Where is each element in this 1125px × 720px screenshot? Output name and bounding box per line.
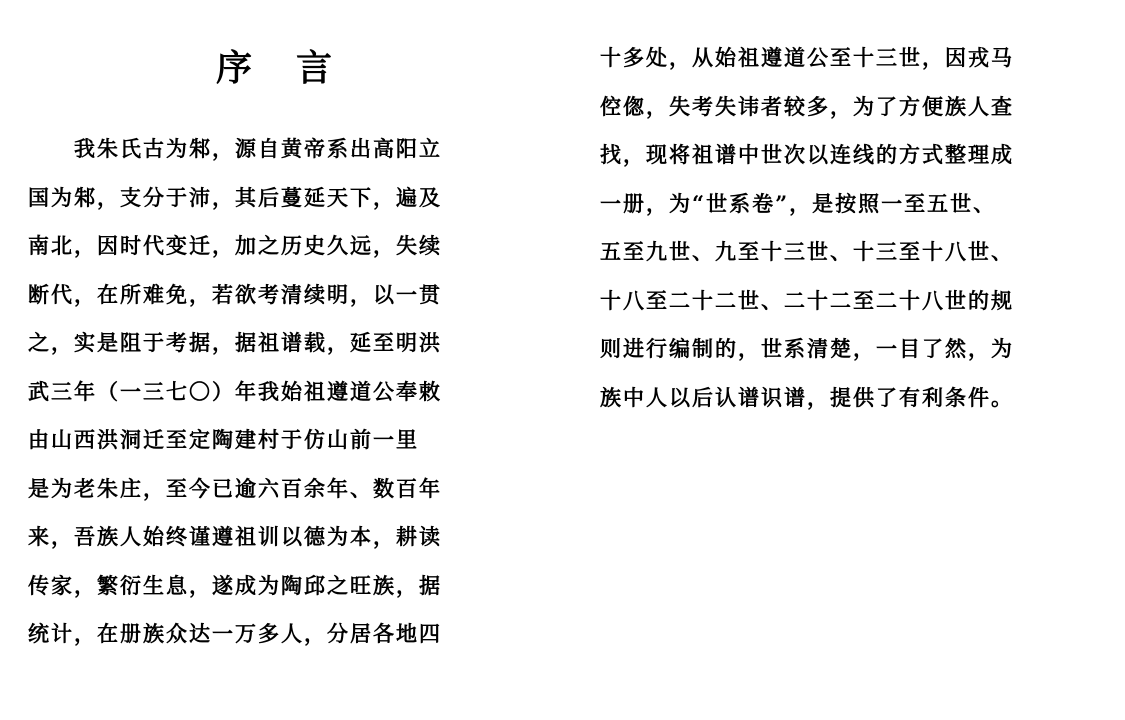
text-line: 十多处，从始祖遵道公至十三世，因戎马 xyxy=(600,45,1014,70)
right-text-column xyxy=(600,34,1095,422)
text-line: 我朱氏古为邾，源自黄帝系出高阳立 xyxy=(28,136,442,161)
text-line: 来，吾族人始终谨遵祖训以德为本，耕读 xyxy=(28,524,442,549)
text-line: 五至九世、九至十三世、十三至十八世、 xyxy=(600,239,1014,264)
text-line: 族中人以后认谱识谱，提供了有利条件。 xyxy=(600,384,1014,410)
text-line: 一册，为“世系卷”，是按照一至五世、 xyxy=(600,190,997,216)
text-line: 断代，在所难免，若欲考清续明，以一贯 xyxy=(28,281,442,307)
text-line: 找，现将祖谱中世次以连线的方式整理成 xyxy=(600,142,1014,167)
text-line: 由山西洪洞迁至定陶建村于仿山前一里 xyxy=(28,427,419,452)
text-line: 十八至二十二世、二十二至二十八世的规 xyxy=(600,287,1014,313)
page-title: 序言 xyxy=(216,47,377,89)
text-line: 统计，在册族众达一万多人，分居各地四 xyxy=(28,621,442,646)
text-line: 是为老朱庄，至今已逾六百余年、数百年 xyxy=(28,475,442,501)
text-line: 则进行编制的，世系清楚，一目了然，为 xyxy=(600,336,1014,361)
text-line: 倥偬，失考失讳者较多，为了方便族人查 xyxy=(600,93,1014,119)
text-line: 南北，因时代变迁，加之历史久远，失续 xyxy=(28,233,442,258)
text-line: 传家，繁衍生息，遂成为陶邱之旺族，据 xyxy=(28,572,442,598)
text-line: 武三年（一三七〇）年我始祖遵道公奉敕 xyxy=(28,378,442,404)
text-line: 之，实是阻于考据，据祖谱载，延至明洪 xyxy=(28,330,442,355)
text-line: 国为邾，支分于沛，其后蔓延天下，遍及 xyxy=(28,184,442,210)
left-text-column xyxy=(28,125,523,659)
